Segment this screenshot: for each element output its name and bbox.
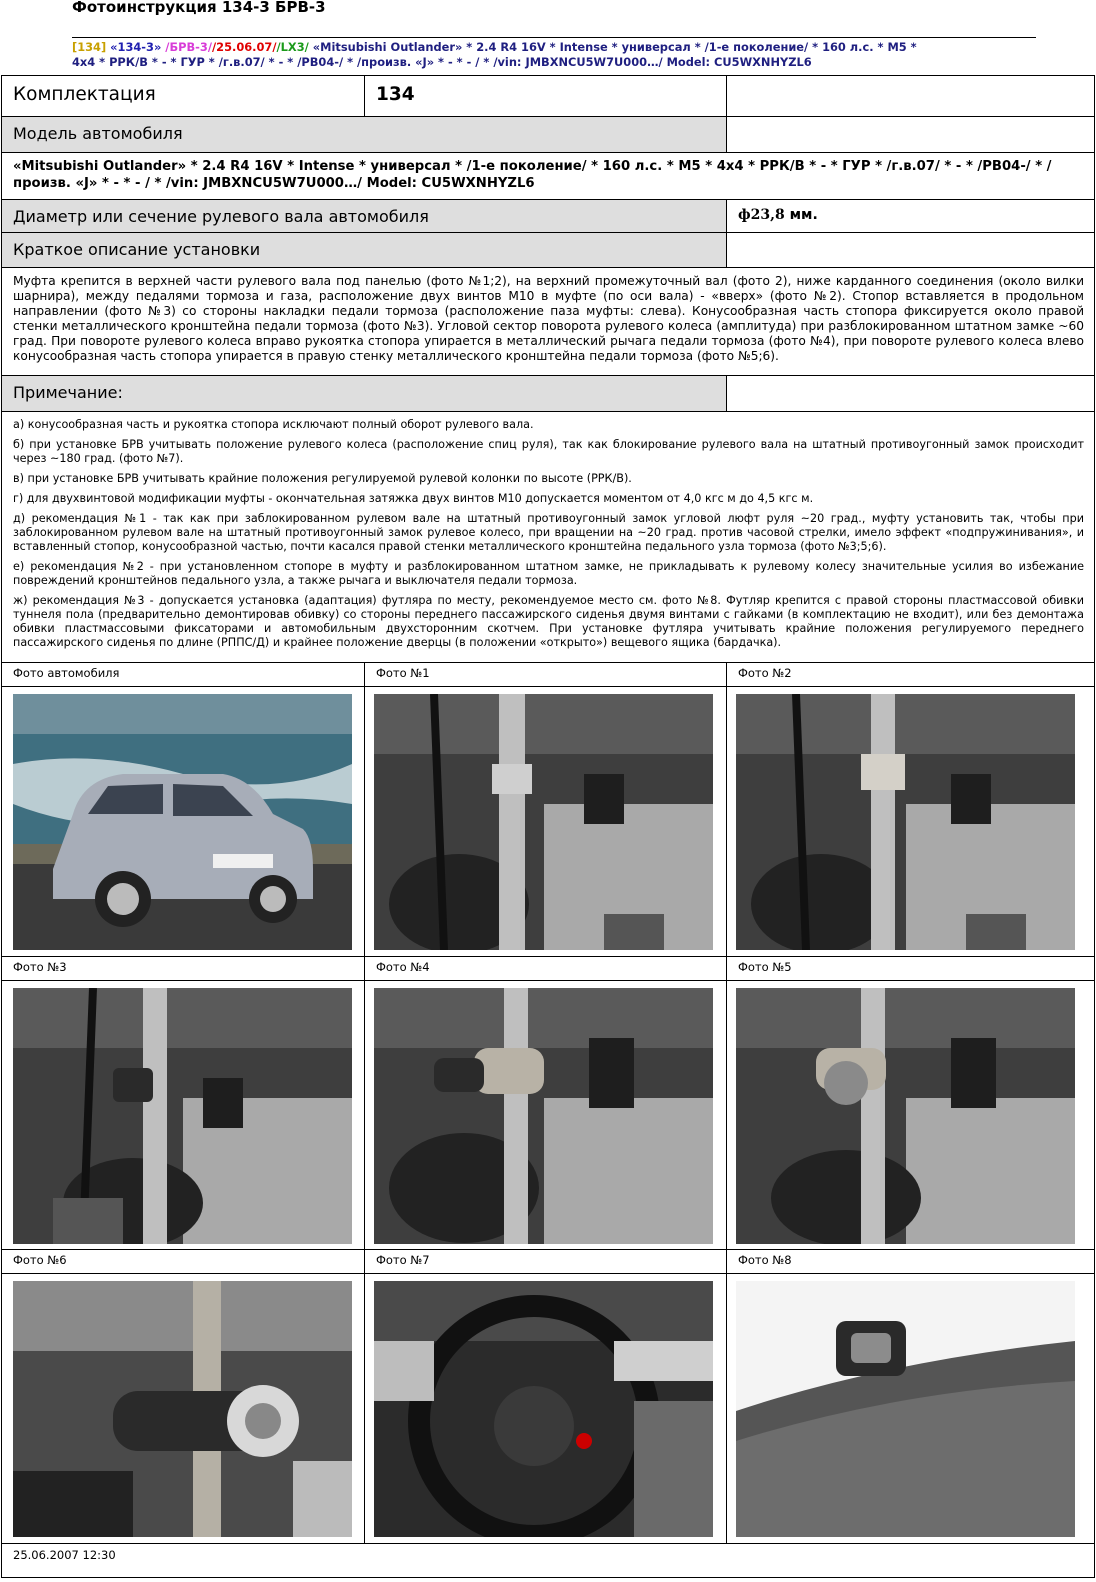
caption-photo-4: Фото №4 (364, 957, 726, 980)
note-zh: ж) рекомендация №3 - допускается установка (адаптация) футляра по месту, рекомендуемое место см. фото №8. Футляр крепится с правой стороны пластмассовой обивки туннеля пола (предварительно демонтировав обивку) со стороны переднего пассажирского сиденья двумя винтами с гайками (в комплектацию не входит), или без демонтажа обивки пластмассовыми фиксаторами и автомобильным двухсторонним скотчем. При установке футляра учитывать крайние положения регулируемого переднего пассажирского сиденья по длине (РППС/Д) и крайнее положение дверцы (в положении «открыто») вещевого ящика (бардачка). (13, 594, 1084, 649)
komplektaciya-value: 134 (364, 76, 726, 116)
caption-photo-5: Фото №5 (726, 957, 1094, 980)
caption-photo-7: Фото №7 (364, 1250, 726, 1273)
description-label-empty (726, 233, 1094, 267)
header-brv: /БРВ-3/ (161, 40, 212, 54)
footer-timestamp: 25.06.2007 12:30 (13, 1548, 116, 1562)
row-notes-label (1, 376, 1095, 412)
header-rest-2: 4x4 * РРК/В * - * ГУР * /г.в.07/ * - * /PB04-/ * /произв. «J» * - * - / * /vin: JMBXNCU5W7U000…/ Model: CU5WXNHYZL6 (72, 55, 812, 69)
row-captions-2 (1, 957, 1095, 981)
caption-car: Фото автомобиля (13, 666, 120, 680)
model-label-empty (726, 117, 1094, 152)
caption-photo-8: Фото №8 (726, 1250, 1094, 1273)
description-label: Краткое описание установки (2, 233, 726, 267)
photo-3 (13, 988, 352, 1244)
note-e: е) рекомендация №2 - при установленном стопоре в муфту и разблокированном штатном замке, не прикладывать к рулевому колесу значительные усилия во избежание повреждений кронштейнов педального узла, а также рычага и выключателя педали тормоза. (13, 560, 1084, 587)
komplektaciya-empty (726, 76, 1094, 116)
diameter-number: ф23,8 (738, 207, 785, 223)
row-description-text (1, 268, 1095, 376)
notes-list (2, 412, 1094, 662)
caption-photo-1: Фото №1 (364, 663, 726, 686)
diameter-value (726, 200, 1094, 232)
photo-8 (736, 1281, 1075, 1537)
row-diameter (1, 200, 1095, 233)
diameter-unit: мм. (784, 207, 818, 223)
photo-6 (13, 1281, 352, 1537)
row-notes (1, 412, 1095, 663)
caption-photo-3: Фото №3 (13, 960, 67, 974)
description-text: Муфта крепится в верхней части рулевого вала под панелью (фото №1;2), на верхний промежуточный вал (фото 2), ниже карданного соединения (около вилки шарнира), между педалями тормоза и газа, расположение двух винтов М10 в муфте (по оси вала) - «вверх» (фото №2). Стопор вставляется в продольном направлении (фото №3) со стороны накладки педали тормоза (расположение паза муфты: слева). Конусообразная часть стопора фиксируется около правой стенки металлического кронштейна педали тормоза (фото №3). Угловой сектор поворота рулевого колеса (амплитуда) при разблокированном штатном замке ~60 град. При повороте рулевого колеса вправо рукоятка стопора упирается в металлический рычага педали тормоза (фото №4), при повороте рулевого колеса влево конусообразная часть стопора упирается в правую стенку металлического кронштейна педали тормоза (фото №5;6). (13, 274, 1084, 363)
notes-label-empty (726, 376, 1094, 411)
photo-1 (374, 694, 713, 950)
header-code: «134-3» (106, 40, 162, 54)
caption-photo-6: Фото №6 (13, 1253, 67, 1267)
page-title: Фотоинструкция 134-3 БРВ-3 (72, 0, 326, 16)
row-captions-3 (1, 1250, 1095, 1274)
model-label: Модель автомобиля (2, 117, 726, 152)
row-model-label (1, 117, 1095, 153)
header-lx: /LX3/ (276, 40, 309, 54)
komplektaciya-label: Комплектация (13, 84, 156, 105)
photo-5 (736, 988, 1075, 1244)
note-v: в) при установке БРВ учитывать крайние положения регулируемой рулевой колонки по высоте (РРК/В). (13, 472, 632, 485)
header-id: [134] (72, 40, 107, 54)
photo-2 (736, 694, 1075, 950)
photo-7 (374, 1281, 713, 1537)
header-date: /25.06.07/ (211, 40, 277, 54)
header-rest-1: «Mitsubishi Outlander» * 2.4 R4 16V * Intense * универсал * /1-е поколение/ * 160 л.с. * M5 * (308, 40, 917, 54)
header-line (72, 40, 1042, 70)
caption-photo-2: Фото №2 (726, 663, 1094, 686)
model-value: «Mitsubishi Outlander» * 2.4 R4 16V * Intense * универсал * /1-е поколение/ * 160 л.с. * M5 * 4x4 * РРК/В * - * ГУР * /г.в.07/ * - * /PB04-/ * /произв. «J» * - * - / * /vin: JMBXNCU5W7U000…/ Model: CU5WXNHYZL6 (13, 159, 1052, 191)
header-rule (72, 37, 1036, 38)
note-b: б) при установке БРВ учитывать положение рулевого колеса (расположение спиц руля), так как блокирование рулевого вала на штатный противоугонный замок происходит через ~180 град. (фото №7). (13, 438, 1084, 465)
diameter-label: Диаметр или сечение рулевого вала автомобиля (2, 200, 726, 232)
row-captions-1 (1, 663, 1095, 687)
photo-4 (374, 988, 713, 1244)
note-d: д) рекомендация №1 - так как при заблокированном рулевом вале на штатный противоугонный замок угловой люфт руля ~20 град., муфту установить так, чтобы при заблокированном рулевом вале на штатный противоугонный замок рулевое колесо, при вращении на ~20 град. против часовой стрелки, имело эффект «подпружинивания», и вставленный стопор, конусообразной частью, почти касался правой стенки металлического кронштейна педального узла тормоза (фото №3;5;6). (13, 512, 1084, 553)
row-description-label (1, 233, 1095, 268)
notes-label: Примечание: (2, 376, 726, 411)
row-model-value (1, 153, 1095, 200)
note-a: а) конусообразная часть и рукоятка стопора исключают полный оборот рулевого вала. (13, 418, 534, 431)
note-g: г) для двухвинтовой модификации муфты - окончательная затяжка двух винтов М10 допускается моментом от 4,0 кгс м до 4,5 кгс м. (13, 492, 814, 505)
row-footer (1, 1544, 1095, 1578)
car-photo (13, 694, 352, 950)
row-komplektaciya (1, 75, 1095, 117)
